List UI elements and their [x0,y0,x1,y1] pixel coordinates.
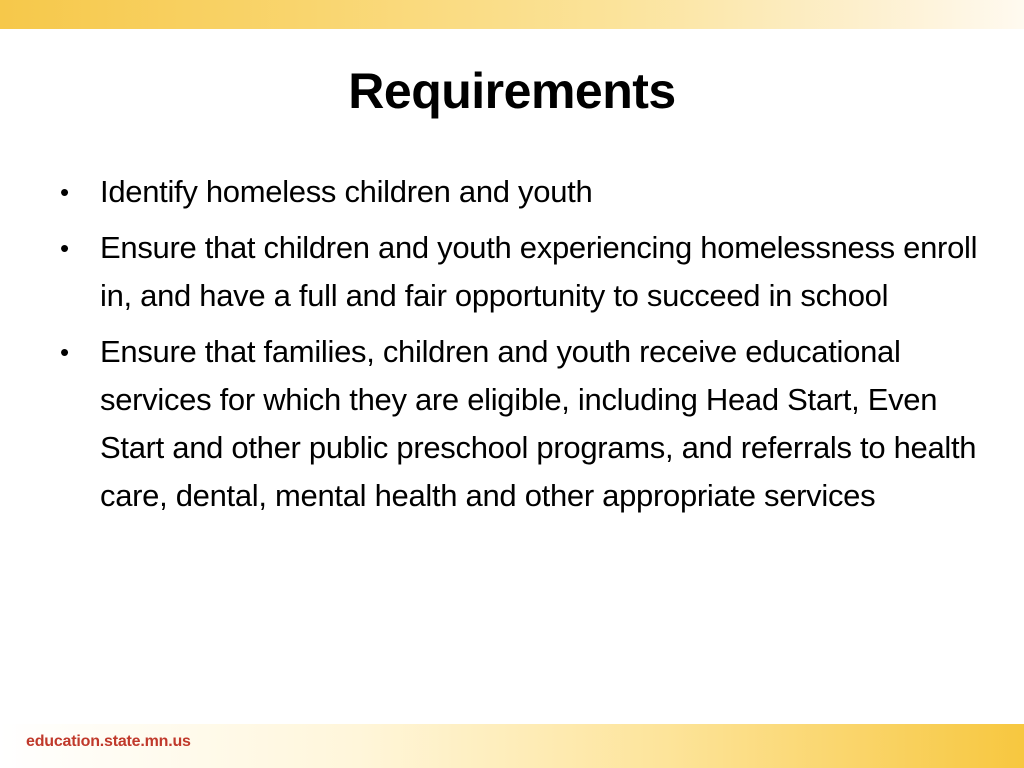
bullet-dot-icon: • [60,337,69,367]
bullet-text: Identify homeless children and youth [100,174,593,209]
bullet-item [60,224,980,320]
bullet-list [60,168,980,528]
top-decorative-band [0,0,1024,29]
bullet-dot-icon: • [60,177,69,207]
bullet-item [60,168,980,216]
bullet-text: Ensure that families, children and youth receive educational services for which they are eligible, including Head Start, Even Start and other public preschool programs, and referrals to health care, dental, mental health and other appropriate services [100,334,977,513]
footer-site-link: education.state.mn.us [26,733,191,750]
bullet-text: Ensure that children and youth experiencing homelessness enroll in, and have a full and fair opportunity to succeed in school [100,230,978,313]
bullet-item [60,328,980,520]
bullet-dot-icon: • [60,233,69,263]
slide-title: Requirements [348,63,676,119]
